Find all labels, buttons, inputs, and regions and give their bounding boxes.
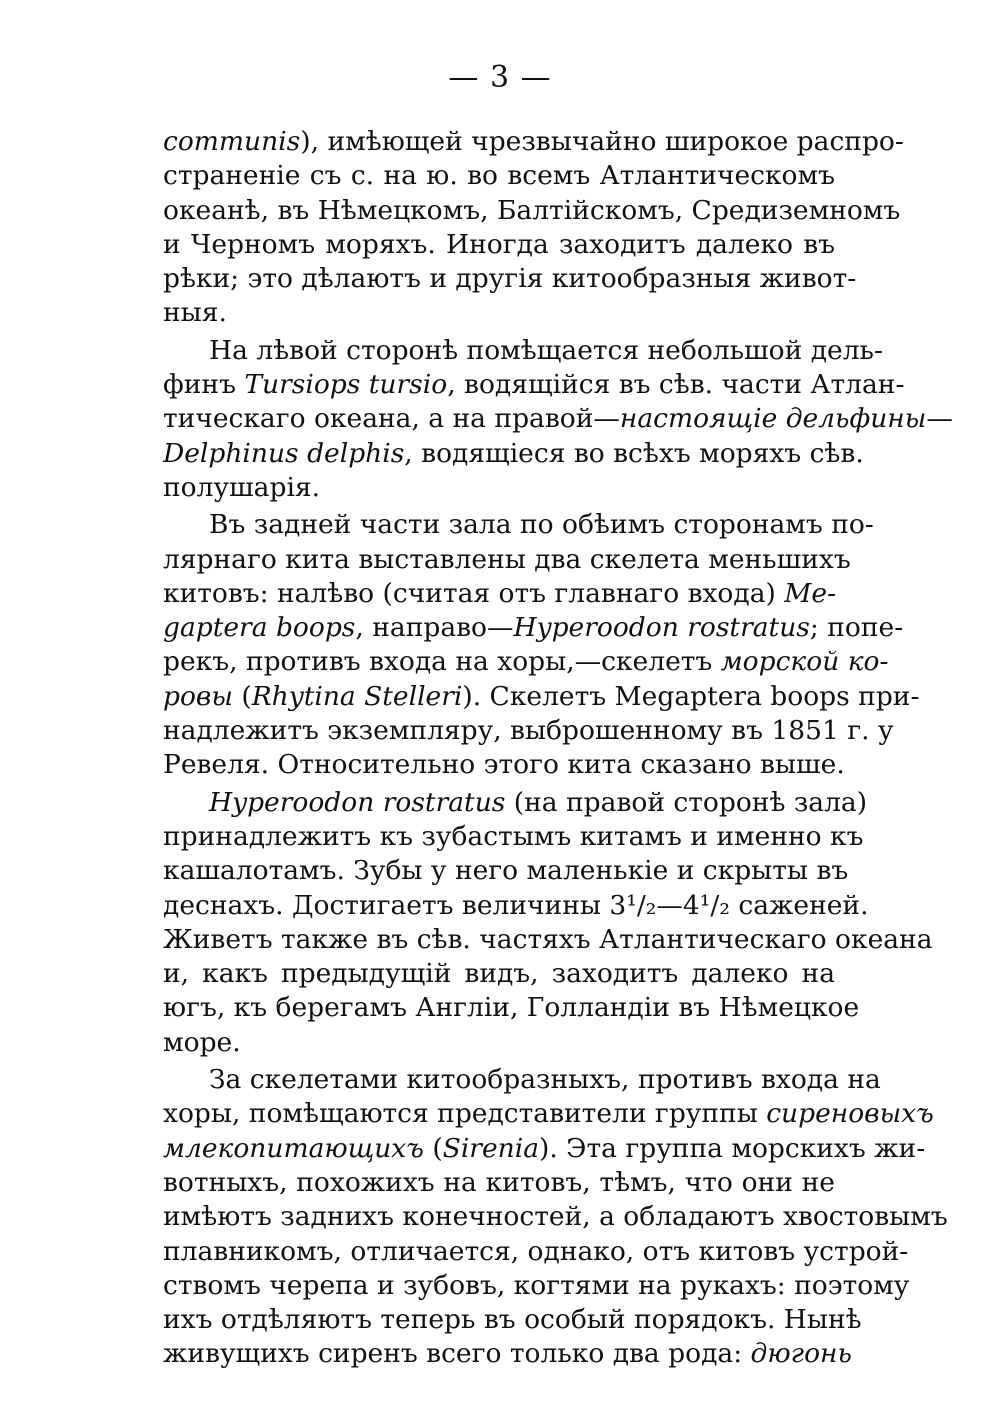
text-run: китовъ: налѣво (считая отъ главнаго входа) [163, 577, 785, 609]
text-line [163, 159, 835, 193]
text-run: ). Скелетъ Megaptera boops при- [462, 680, 920, 712]
text-line [163, 854, 849, 888]
paragraph [163, 786, 933, 1060]
text-run: страненіе съ с. на ю. во всемъ Атлантическомъ [163, 160, 835, 192]
text-line [163, 125, 904, 159]
text-line [163, 1337, 852, 1371]
italic-term: Tursiops tursio [244, 369, 448, 401]
italic-term: настоящіе дельфины [619, 403, 927, 435]
text-run: рѣки; это дѣлаютъ и другія китообразныя живот- [163, 263, 857, 295]
text-line [163, 228, 835, 262]
text-line [163, 402, 953, 436]
text-line [163, 991, 860, 1025]
text-line [163, 262, 857, 296]
text-run: югъ, къ берегамъ Англіи, Голландіи въ Нѣмецкое [163, 992, 860, 1024]
italic-term: Hyperoodon rostratus [513, 612, 810, 644]
text-run: кашалотамъ. Зубы у него маленькіе и скрыты въ [163, 855, 849, 887]
text-run: (на правой сторонѣ зала) [505, 786, 868, 818]
text-run: ( [232, 680, 252, 712]
italic-term: млекопитающихъ [163, 1132, 424, 1164]
text-run: — [926, 403, 953, 435]
text-line [163, 1235, 909, 1269]
text-run: живущихъ сиренъ всего только два рода: [163, 1338, 751, 1370]
text-run: , водящіеся во всѣхъ моряхъ сѣв. [404, 437, 864, 469]
text-run: ). Эта группа морскихъ жи- [539, 1132, 926, 1164]
paragraph [163, 125, 904, 331]
text-run: ихъ отдѣляютъ теперь въ особый порядокъ. Нынѣ [163, 1304, 862, 1336]
italic-term: ровы [163, 680, 233, 712]
text-run: ствомъ черепа и зубовъ, когтями на рукахъ: поэтому [163, 1269, 910, 1301]
text-line [163, 194, 901, 228]
text-run: имѣютъ заднихъ конечностей, а обладаютъ хвостовымъ [163, 1201, 948, 1233]
text-line [163, 889, 869, 923]
text-line [163, 368, 905, 402]
text-line [163, 334, 883, 368]
text-line [163, 957, 835, 991]
text-run: океанѣ, въ Нѣмецкомъ, Балтійскомъ, Средиземномъ [163, 194, 901, 226]
text-run: ныя. [163, 297, 227, 329]
text-run: принадлежитъ къ зубастымъ китамъ и именно къ [163, 820, 864, 852]
text-line [163, 1200, 948, 1234]
text-run: лярнаго кита выставлены два скелета меньшихъ [163, 543, 851, 575]
text-run: и Черномъ моряхъ. Иногда заходитъ далеко въ [163, 228, 835, 260]
text-line [163, 508, 874, 542]
text-line [163, 923, 933, 957]
text-line [163, 437, 864, 471]
text-line [163, 714, 894, 748]
text-line [163, 1063, 881, 1097]
text-line [163, 820, 864, 854]
italic-term: gaptera boops [163, 612, 356, 644]
text-run: тическаго океана, а на правой— [163, 403, 620, 435]
text-line [163, 1303, 862, 1337]
text-run: деснахъ. Достигаетъ величины 3¹/₂—4¹/₂ саженей. [163, 889, 869, 921]
italic-term: сиреновыхъ [766, 1098, 934, 1130]
text-body [163, 125, 953, 1372]
text-run: ), имѣющей чрезвычайно широкое распро- [300, 126, 904, 157]
text-run: полушарія. [163, 471, 321, 503]
text-run: рекъ, противъ входа на хоры,—скелетъ [163, 646, 721, 678]
text-line [163, 786, 868, 820]
italic-term: дюгонь [750, 1338, 852, 1370]
text-line [163, 296, 835, 330]
paragraph [163, 334, 953, 505]
page-number: — 3 — [448, 60, 552, 95]
paragraph [163, 1063, 948, 1372]
text-line [163, 1097, 934, 1131]
text-run: На лѣвой сторонѣ помѣщается небольшой дель- [209, 334, 883, 366]
text-run: море. [163, 1026, 241, 1058]
text-line [163, 1132, 926, 1166]
text-run: Живетъ также въ сѣв. частяхъ Атлантическаго океана [163, 923, 933, 955]
text-run: Въ задней части зала по обѣимъ сторонамъ по- [209, 509, 874, 541]
italic-term: Sirenia [442, 1132, 539, 1164]
text-run: надлежитъ экземпляру, выброшенному въ 1851 г. у [163, 715, 894, 747]
text-run: Ревеля. Относительно этого кита сказано выше. [163, 749, 845, 781]
italic-term: Delphinus delphis [163, 437, 405, 469]
text-run: За скелетами китообразныхъ, противъ входа на [209, 1064, 881, 1096]
paragraph [163, 508, 920, 782]
text-run: хоры, помѣщаются представители группы [163, 1098, 767, 1130]
text-line [163, 1269, 910, 1303]
text-line [163, 543, 851, 577]
text-run: , направо— [355, 612, 514, 644]
text-line [163, 1026, 835, 1060]
text-run: ; попе- [809, 612, 904, 644]
text-line [163, 1166, 835, 1200]
italic-term: Me- [784, 577, 837, 609]
text-line [163, 645, 889, 679]
italic-term: Rhytina Stelleri [251, 680, 463, 712]
text-run: и, какъ предыдущій видъ, заходитъ далеко на [163, 958, 835, 990]
text-run: , водящійся въ сѣв. части Атлан- [447, 369, 905, 401]
text-run: плавникомъ, отличается, однако, отъ китовъ устрой- [163, 1235, 909, 1267]
text-run: финъ [163, 369, 245, 401]
text-line [163, 471, 835, 505]
italic-term: Hyperoodon rostratus [209, 786, 506, 818]
text-line [163, 611, 904, 645]
text-run: вотныхъ, похожихъ на китовъ, тѣмъ, что они не [163, 1166, 835, 1198]
italic-term: communis [163, 126, 301, 157]
text-line [163, 577, 835, 611]
text-line [163, 680, 920, 714]
italic-term: морской ко- [720, 646, 889, 678]
text-line [163, 748, 845, 782]
text-run: ( [423, 1132, 443, 1164]
